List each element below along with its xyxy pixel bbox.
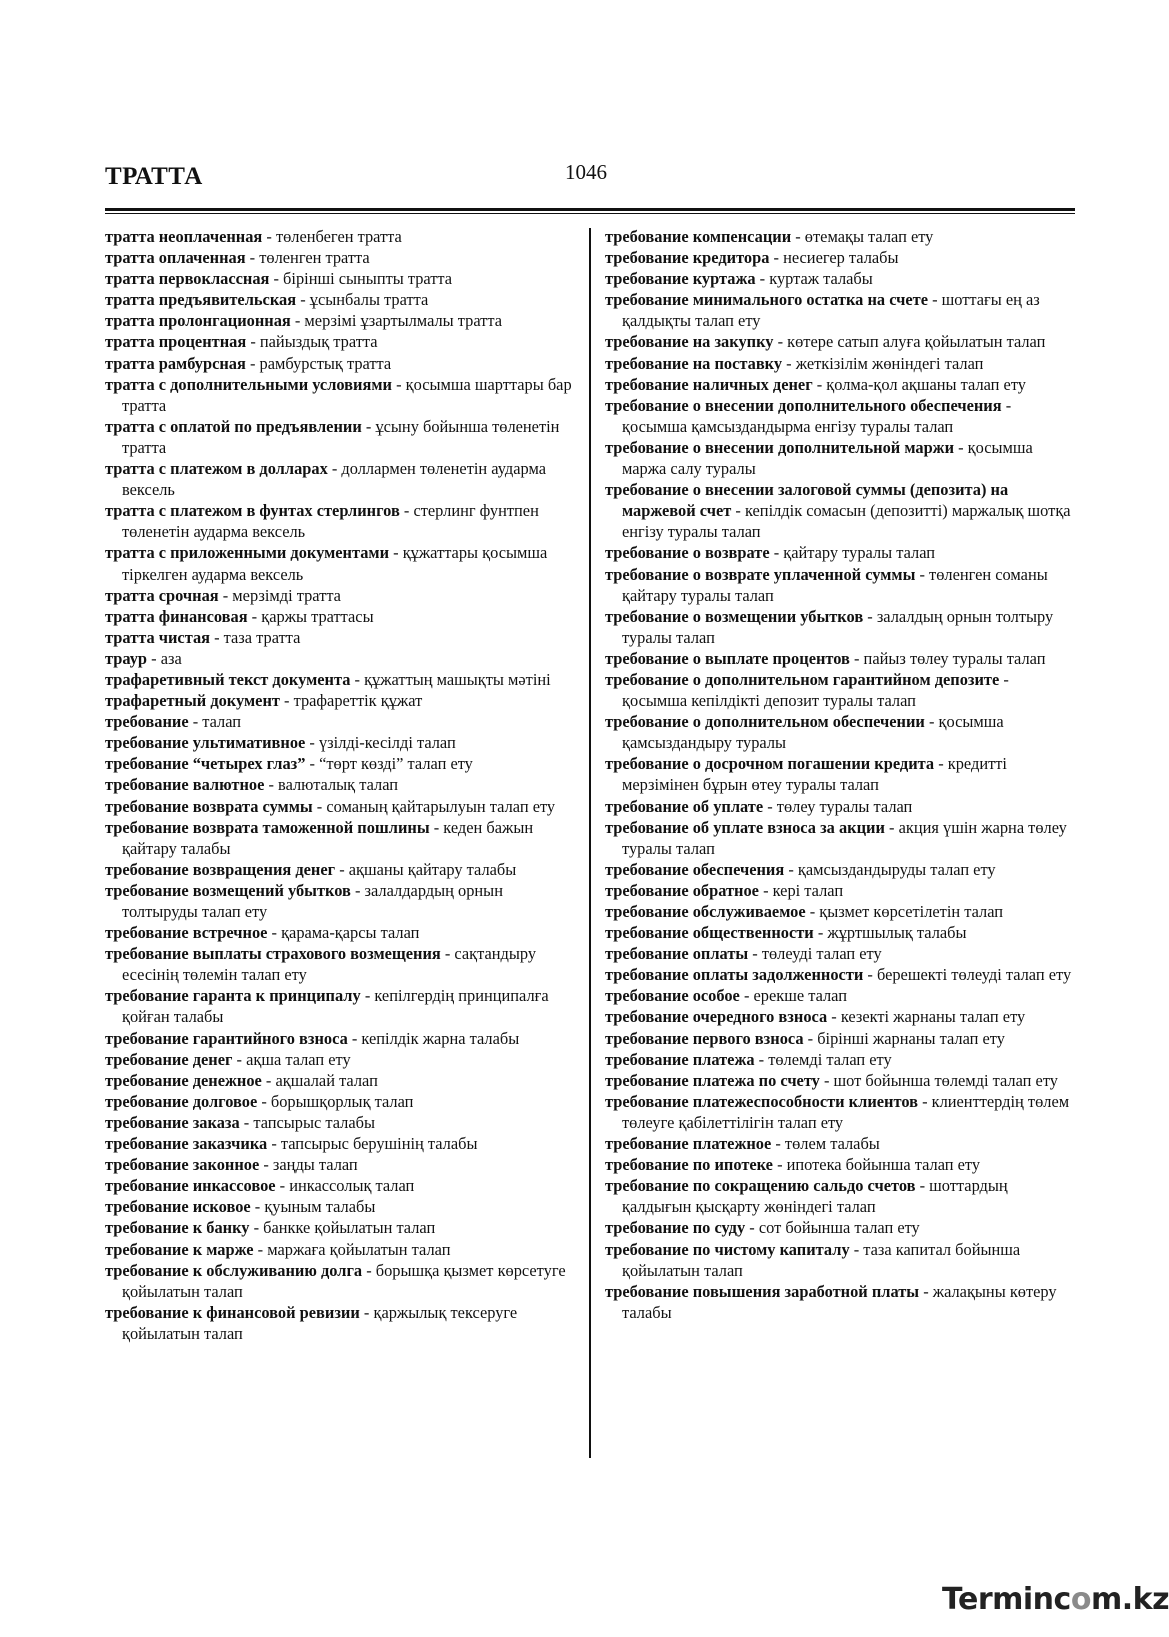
dictionary-entry	[605, 268, 1077, 289]
entry-term: требование платежеспособности клиентов	[605, 1091, 918, 1111]
entry-term: требование заказа	[105, 1112, 240, 1132]
entry-definition: - шоттағы ең аз қалдықты талап ету	[622, 290, 1040, 331]
entry-definition: - кепілгердің принципалға қойған талабы	[122, 986, 549, 1027]
entry-term: требование гарантийного взноса	[105, 1028, 348, 1048]
entry-definition: - төленбеген тратта	[262, 227, 402, 246]
dictionary-entry	[605, 1133, 1077, 1154]
dictionary-entry	[605, 479, 1077, 542]
entry-definition: - кеден бажын қайтару талабы	[122, 817, 534, 858]
header-rule-thick	[105, 208, 1075, 211]
entry-term: требование платежа	[605, 1049, 755, 1069]
dictionary-entry	[605, 289, 1077, 331]
dictionary-entry	[105, 880, 575, 922]
entry-term: требование очередного взноса	[605, 1007, 828, 1027]
watermark-middle: ermin	[957, 1582, 1054, 1617]
entry-definition: - қосымша шарттары бар тратта	[122, 374, 572, 415]
entry-definition: - қуыным талабы	[250, 1197, 376, 1217]
dictionary-entry	[105, 1070, 575, 1091]
dictionary-entry	[605, 648, 1077, 669]
dictionary-entry	[605, 1281, 1077, 1323]
entry-definition: - заңды талап	[259, 1155, 358, 1175]
entry-definition: - маржаға қойылатын талап	[253, 1239, 451, 1259]
dictionary-entry	[605, 1217, 1077, 1238]
dictionary-entry	[105, 1133, 575, 1154]
entry-definition: - кепілдік сомасын (депозитті) маржалық шотқа енгізу туралы талап	[622, 501, 1071, 542]
dictionary-entry	[105, 943, 575, 985]
dictionary-entry	[605, 943, 1077, 964]
entry-definition: - қаржы траттасы	[247, 606, 374, 626]
entry-definition: - жұртшылық талабы	[813, 923, 967, 943]
entry-term: требование о внесении дополнительного обеспечения	[605, 395, 1002, 415]
entry-term: тратта предъявительская	[105, 290, 297, 310]
entry-definition: - трафареттік құжат	[279, 691, 423, 711]
entry-term: требование оплаты задолженности	[605, 965, 864, 985]
dictionary-entry	[105, 331, 575, 352]
entry-definition: - доллармен төленетін аударма вексель	[122, 459, 546, 500]
dictionary-entry	[105, 542, 575, 584]
entry-term: требование о внесении залоговой суммы (депозита) на маржевой счет	[605, 480, 1009, 521]
dictionary-entry	[105, 1049, 575, 1070]
dictionary-entry	[605, 1239, 1077, 1281]
entry-term: требование об уплате	[605, 796, 764, 816]
dictionary-entry	[105, 289, 575, 310]
entry-term: требование выплаты страхового возмещения	[105, 944, 441, 964]
dictionary-entry	[105, 247, 575, 268]
entry-term: требование платежное	[605, 1134, 772, 1154]
entry-definition: - қолма-қол ақшаны талап ету	[812, 374, 1026, 394]
entry-definition: - шот бойынша төлемді талап ету	[819, 1070, 1058, 1090]
entry-term: требование особое	[605, 986, 740, 1006]
watermark-c: c	[1053, 1582, 1071, 1617]
entry-definition: - қызмет көрсетілетін талап	[805, 902, 1004, 921]
dictionary-entry	[105, 711, 575, 732]
dictionary-entry	[105, 310, 575, 331]
entry-term: требование	[105, 712, 189, 732]
dictionary-entry	[105, 922, 575, 943]
entry-term: требование к финансовой ревизии	[105, 1302, 360, 1322]
entry-definition: - ақшаны қайтару талабы	[335, 859, 517, 879]
dictionary-entry	[605, 1006, 1077, 1027]
entry-definition: - таза тратта	[210, 627, 301, 647]
page-number: 1046	[565, 160, 607, 184]
dictionary-entry	[605, 1175, 1077, 1217]
entry-definition: - кері талап	[758, 880, 844, 900]
entry-definition: - төлем талабы	[771, 1134, 880, 1154]
entry-term: тратта с оплатой по предъявлении	[105, 416, 362, 436]
entry-definition: - акция үшін жарна төлеу туралы талап	[622, 817, 1067, 858]
entry-term: требование денежное	[105, 1070, 262, 1090]
entry-term: требование о возврате	[605, 543, 770, 563]
entry-term: требование по ипотеке	[605, 1155, 773, 1175]
entry-definition: - соманың қайтарылуын талап ету	[312, 796, 556, 816]
entry-term: требование о выплате процентов	[605, 648, 850, 668]
dictionary-entry	[605, 1091, 1077, 1133]
entry-term: тратта оплаченная	[105, 248, 246, 268]
entry-definition: - қамсыздандыруды талап ету	[784, 859, 996, 879]
entry-definition: - валюталық талап	[264, 775, 399, 795]
entry-definition: - қайтару туралы талап	[769, 543, 936, 563]
watermark-text	[942, 1582, 1169, 1617]
dictionary-entry	[605, 985, 1077, 1006]
entry-term: тратта с приложенными документами	[105, 543, 390, 563]
dictionary-entry	[605, 711, 1077, 753]
entry-definition: - ерекше талап	[739, 986, 847, 1006]
entry-term: тратта с платежом в долларах	[105, 459, 328, 479]
entry-term: тратта пролонгационная	[105, 311, 291, 331]
entry-term: требование по сокращению сальдо счетов	[605, 1176, 916, 1196]
entry-definition: - ақша талап ету	[232, 1049, 351, 1069]
dictionary-entry	[105, 774, 575, 795]
entry-definition: - берешекті төлеуді талап ету	[863, 965, 1072, 985]
entry-term: требование возврата таможенной пошлины	[105, 817, 430, 837]
entry-definition: - несиегер талабы	[769, 248, 899, 268]
entry-definition: - қарама-қарсы талап	[267, 923, 420, 943]
entry-definition: - инкассолық талап	[275, 1176, 415, 1196]
entry-term: тратта финансовая	[105, 606, 248, 626]
dictionary-entry	[605, 901, 1077, 922]
entry-definition: - борышқа қызмет көрсетуге қойылатын талап	[122, 1260, 566, 1301]
entry-term: требование обеспечения	[605, 859, 785, 879]
watermark-prefix: T	[942, 1582, 958, 1617]
dictionary-entry	[605, 374, 1077, 395]
entry-definition: - ақшалай талап	[261, 1070, 378, 1090]
dictionary-entry	[105, 458, 575, 500]
entry-term: требование долговое	[105, 1091, 258, 1111]
left-column	[105, 226, 575, 1344]
dictionary-entry	[605, 395, 1077, 437]
dictionary-entry	[605, 817, 1077, 859]
entry-term: требование наличных денег	[605, 374, 813, 394]
entry-definition: - тапсырыс берушінің талабы	[267, 1134, 478, 1154]
entry-term: требование о внесении дополнительной маржи	[605, 437, 955, 457]
dictionary-entry	[105, 817, 575, 859]
entry-definition: - ұсынбалы тратта	[296, 290, 429, 310]
entry-term: тратта с дополнительными условиями	[105, 374, 392, 394]
dictionary-entry	[605, 226, 1077, 247]
dictionary-entry	[105, 985, 575, 1027]
dictionary-entry	[105, 1217, 575, 1238]
entry-definition: - куртаж талабы	[755, 269, 873, 289]
column-divider	[589, 228, 591, 1458]
entry-definition: - борышқорлық талап	[257, 1091, 414, 1111]
entry-term: тратта неоплаченная	[105, 227, 263, 246]
entry-definition: - кредитті мерзімінен бұрын өтеу туралы талап	[622, 754, 1007, 795]
dictionary-entry	[105, 1196, 575, 1217]
dictionary-entry	[105, 606, 575, 627]
entry-term: тратта срочная	[105, 585, 219, 605]
watermark-m: m	[1090, 1582, 1122, 1617]
page-header	[105, 155, 1075, 205]
entry-term: требование к банку	[105, 1218, 250, 1238]
entry-definition: - мерзімі ұзартылмалы тратта	[290, 311, 502, 331]
entry-definition: - бірінші жарнаны талап ету	[803, 1028, 1005, 1048]
right-column	[605, 226, 1077, 1323]
entry-term: требование о дополнительном гарантийном депозите	[605, 669, 1000, 689]
entry-definition: - қаржылық тексеруге қойылатын талап	[122, 1302, 518, 1343]
dictionary-entry	[605, 331, 1077, 352]
entry-term: требование по суду	[605, 1218, 746, 1238]
entry-term: требование обслуживаемое	[605, 902, 806, 921]
dictionary-entry	[105, 1091, 575, 1112]
entry-term: требование оплаты	[605, 944, 749, 964]
dictionary-entry	[105, 732, 575, 753]
entry-definition: - мерзімді тратта	[218, 585, 341, 605]
entry-definition: - төленген тратта	[245, 248, 370, 268]
entry-definition: - банкке қойылатын талап	[249, 1218, 436, 1238]
entry-term: требование возмещений убытков	[105, 880, 351, 900]
entry-definition: - сот бойынша талап ету	[745, 1218, 920, 1238]
entry-term: требование повышения заработной платы	[605, 1281, 920, 1301]
entry-definition: - жеткізілім жөніндегі талап	[782, 353, 984, 373]
dictionary-entry	[105, 226, 575, 247]
entry-term: требование ультимативное	[105, 733, 306, 753]
entry-term: требование заказчика	[105, 1134, 268, 1154]
header-rule-thin	[105, 213, 1075, 214]
entry-term: требование исковое	[105, 1197, 251, 1217]
entry-definition: - залалдардың орнын толтыруды талап ету	[122, 880, 503, 921]
entry-term: требование общественности	[605, 923, 814, 943]
dictionary-entry	[105, 669, 575, 690]
watermark-o: o	[1070, 1582, 1091, 1617]
entry-definition: - кезекті жарнаны талап ету	[827, 1007, 1026, 1027]
entry-term: требование “четырех глаз”	[105, 754, 306, 774]
entry-definition: - аза	[147, 648, 182, 668]
entry-term: требование о досрочном погашении кредита	[605, 754, 935, 774]
entry-term: требование компенсации	[605, 227, 792, 246]
entry-definition: - құжаттары қосымша тіркелген аударма вексель	[122, 543, 548, 584]
dictionary-entry	[605, 353, 1077, 374]
dictionary-entry	[105, 1239, 575, 1260]
entry-definition: - рамбурстық тратта	[245, 353, 392, 373]
entry-term: требование кредитора	[605, 248, 770, 268]
entry-term: требование платежа по счету	[605, 1070, 820, 1090]
dictionary-entry	[105, 585, 575, 606]
dictionary-entry	[105, 1112, 575, 1133]
entry-definition: - ипотека бойынша талап ету	[772, 1155, 981, 1175]
entry-definition: - ұсыну бойынша төленетін тратта	[122, 416, 560, 457]
entry-term: требование обратное	[605, 880, 759, 900]
dictionary-entry	[105, 500, 575, 542]
dictionary-entry	[605, 1070, 1077, 1091]
entry-definition: - қосымша қамсыздандыру туралы	[622, 712, 1004, 753]
entry-term: трафаретный документ	[105, 691, 280, 711]
dictionary-entry	[105, 690, 575, 711]
entry-term: требование на закупку	[605, 332, 774, 352]
dictionary-entry	[105, 627, 575, 648]
entry-term: требование валютное	[105, 775, 265, 795]
dictionary-entry	[105, 1154, 575, 1175]
dictionary-entry	[605, 796, 1077, 817]
dictionary-entry	[605, 542, 1077, 563]
entry-definition: - стерлинг фунтпен төленетін аударма вексель	[122, 501, 539, 542]
dictionary-entry	[605, 1028, 1077, 1049]
entry-term: требование минимального остатка на счете	[605, 290, 928, 310]
dictionary-entry	[605, 669, 1077, 711]
entry-term: требование к обслуживанию долга	[105, 1260, 363, 1280]
entry-term: требование о возмещении убытков	[605, 606, 864, 626]
running-head: ТРАТТА	[105, 163, 203, 190]
entry-term: требование к марже	[105, 1239, 254, 1259]
entry-term: требование о возврате уплаченной суммы	[605, 564, 916, 584]
dictionary-entry	[605, 964, 1077, 985]
entry-definition: - пайыз төлеу туралы талап	[849, 648, 1046, 668]
entry-term: требование на поставку	[605, 353, 783, 373]
dictionary-entry	[105, 353, 575, 374]
entry-term: требование денег	[105, 1049, 233, 1069]
entry-definition: - төленген соманы қайтару туралы талап	[622, 564, 1048, 605]
dictionary-entry	[605, 247, 1077, 268]
dictionary-entry	[605, 753, 1077, 795]
dictionary-entry	[105, 753, 575, 774]
dictionary-entry	[105, 374, 575, 416]
entry-term: трафаретивный текст документа	[105, 669, 351, 689]
entry-term: тратта с платежом в фунтах стерлингов	[105, 501, 400, 521]
entry-definition: - үзілді-кесілді талап	[305, 733, 456, 753]
entry-term: траур	[105, 648, 148, 668]
entry-definition: - таза капитал бойынша қойылатын талап	[622, 1239, 1021, 1280]
dictionary-entry	[105, 1302, 575, 1344]
entry-definition: - көтере сатып алуға қойылатын талап	[773, 332, 1046, 352]
dictionary-entry	[605, 564, 1077, 606]
entry-definition: - жалақыны көтеру талабы	[622, 1281, 1057, 1322]
entry-definition: - залалдың орнын толтыру туралы талап	[622, 606, 1054, 647]
dictionary-entry	[105, 268, 575, 289]
entry-term: требование возвращения денег	[105, 859, 336, 879]
entry-definition: - өтемақы талап ету	[791, 227, 934, 246]
dictionary-entry	[605, 880, 1077, 901]
entry-term: требование гаранта к принципалу	[105, 986, 361, 1006]
entry-definition: - төлеуді талап ету	[748, 944, 882, 964]
termincom-watermark	[942, 1580, 1169, 1626]
dictionary-entry	[605, 437, 1077, 479]
entry-definition: - құжаттың машықты мәтіні	[350, 669, 551, 689]
entry-term: требование законное	[105, 1155, 260, 1175]
entry-term: тратта чистая	[105, 627, 211, 647]
dictionary-entry	[105, 859, 575, 880]
entry-definition: - қосымша маржа салу туралы	[622, 437, 1033, 479]
entry-term: требование об уплате взноса за акции	[605, 817, 885, 837]
entry-definition: - қосымша қамсыздандырма енгізу туралы талап	[622, 395, 1012, 436]
entry-term: тратта процентная	[105, 332, 247, 352]
entry-definition: - клиенттердің төлем төлеуге қабілеттілігін талап ету	[622, 1091, 1070, 1132]
entry-definition: - қосымша кепілдікті депозит туралы талап	[622, 669, 1009, 711]
entry-definition: - төлеу туралы талап	[763, 796, 913, 816]
dictionary-entry	[605, 1049, 1077, 1070]
entry-term: требование первого взноса	[605, 1028, 804, 1048]
entry-term: требование встречное	[105, 923, 268, 943]
entry-definition: - төлемді талап ету	[754, 1049, 892, 1069]
dictionary-entry	[605, 922, 1077, 943]
watermark-domain: .kz	[1121, 1582, 1169, 1617]
dictionary-entry	[105, 796, 575, 817]
dictionary-entry	[105, 416, 575, 458]
entry-term: требование инкассовое	[105, 1176, 276, 1196]
entry-term: требование возврата суммы	[105, 796, 313, 816]
entry-definition: - бірінші сыныпты тратта	[269, 269, 453, 289]
entry-definition: - “төрт көзді” талап ету	[305, 754, 473, 774]
entry-term: требование куртажа	[605, 269, 756, 289]
dictionary-entry	[605, 859, 1077, 880]
entry-term: тратта первоклассная	[105, 269, 270, 289]
entry-definition: - пайыздық тратта	[246, 332, 378, 352]
dictionary-entry	[105, 1028, 575, 1049]
entry-definition: - тапсырыс талабы	[239, 1112, 375, 1132]
dictionary-entry	[605, 1154, 1077, 1175]
entry-definition: - сақтандыру есесінің төлемін талап ету	[122, 944, 537, 985]
entry-term: требование по чистому капиталу	[605, 1239, 850, 1259]
entry-definition: - кепілдік жарна талабы	[347, 1028, 520, 1048]
entry-term: требование о дополнительном обеспечении	[605, 712, 925, 732]
dictionary-entry	[105, 1175, 575, 1196]
entry-term: тратта рамбурсная	[105, 353, 246, 373]
entry-definition: - талап	[188, 712, 242, 732]
dictionary-entry	[105, 1260, 575, 1302]
entry-definition: - шоттардың қалдығын қысқарту жөніндегі талап	[622, 1176, 1008, 1217]
dictionary-entry	[605, 606, 1077, 648]
dictionary-entry	[105, 648, 575, 669]
